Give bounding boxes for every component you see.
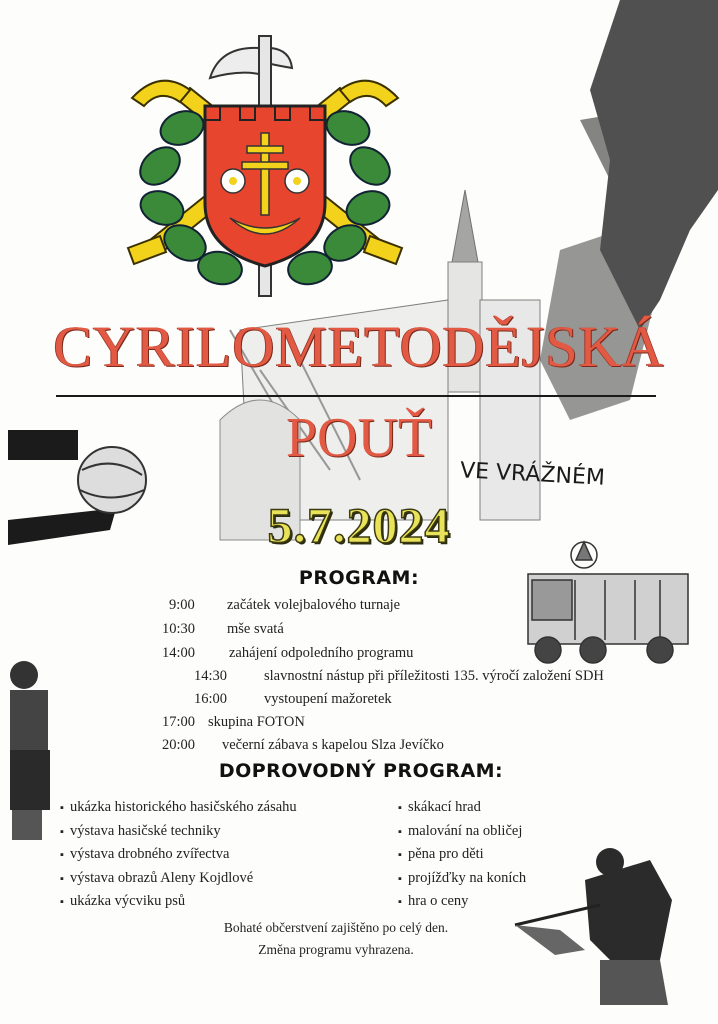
event-date: 5.7.2024 [267, 497, 451, 553]
fire-truck-sketch [528, 542, 688, 663]
program-label: večerní zábava s kapelou Slza Jevíčko [222, 737, 444, 753]
program-label: skupina FOTON [208, 714, 305, 730]
program-time: 10:30 [162, 621, 196, 637]
accompanying-list-right [398, 796, 526, 914]
list-item: ▪ ukázka historického hasičského zásahu [60, 796, 297, 820]
program-time: 14:30 [194, 668, 228, 684]
municipal-coat-of-arms [120, 28, 410, 308]
list-item: ▪ pěna pro děti [398, 843, 526, 867]
accompanying-list-left [60, 796, 297, 914]
program-label: zahájení odpoledního programu [229, 645, 414, 661]
bullet-icon: ▪ [60, 896, 64, 908]
event-title: CYRILOMETODĚJSKÁ [53, 314, 665, 379]
program-row [162, 737, 444, 754]
program-row [162, 645, 413, 662]
program-heading: PROGRAM: [298, 567, 420, 589]
program-label: slavnostní nástup při příležitosti 135. výročí založení SDH [264, 668, 604, 684]
accompanying-heading: DOPROVODNÝ PROGRAM: [218, 760, 504, 782]
bullet-icon: ▪ [60, 872, 64, 885]
program-time: 14:00 [162, 645, 196, 661]
program-label: začátek volejbalového turnaje [227, 597, 401, 613]
program-label: vystoupení mažoretek [264, 691, 392, 707]
firefighter-sketch [10, 661, 50, 840]
footer-disclaimer: Změna programu vyhrazena. [258, 942, 414, 957]
program-time: 17:00 [162, 714, 196, 730]
program-row [162, 621, 284, 638]
list-item: ▪ výstava obrazů Aleny Kojdlové [60, 867, 297, 891]
list-item: ▪ ukázka výcviku psů [60, 890, 297, 914]
footer-refreshments: Bohaté občerstvení zajištěno po celý den. [223, 920, 449, 935]
program-label: mše svatá [227, 621, 284, 637]
list-item: ▪ malování na obličej [398, 820, 526, 844]
event-subtitle: POUŤ [285, 407, 433, 469]
list-item: ▪ projížďky na koních [398, 867, 526, 891]
bullet-icon: ▪ [398, 825, 402, 838]
bullet-icon: ▪ [60, 825, 64, 838]
event-place: VE VRÁŽNÉM [459, 458, 606, 491]
program-row [194, 668, 604, 685]
program-row [169, 597, 400, 614]
bullet-icon: ▪ [398, 849, 402, 861]
program-time: 20:00 [162, 737, 196, 753]
list-item: ▪ výstava drobného zvířectva [60, 843, 297, 867]
bullet-icon: ▪ [60, 849, 64, 861]
title-divider [56, 395, 656, 397]
bullet-icon: ▪ [398, 872, 402, 885]
bullet-icon: ▪ [60, 802, 64, 814]
list-item: ▪ hra o ceny [398, 890, 526, 914]
program-time: 16:00 [194, 691, 228, 707]
bullet-icon: ▪ [398, 802, 402, 814]
program-time: 9:00 [169, 597, 195, 613]
list-item: ▪ skákací hrad [398, 796, 526, 820]
bullet-icon: ▪ [398, 896, 402, 908]
program-row [194, 691, 392, 708]
program-row [162, 714, 305, 731]
list-item: ▪ výstava hasičské techniky [60, 820, 297, 844]
